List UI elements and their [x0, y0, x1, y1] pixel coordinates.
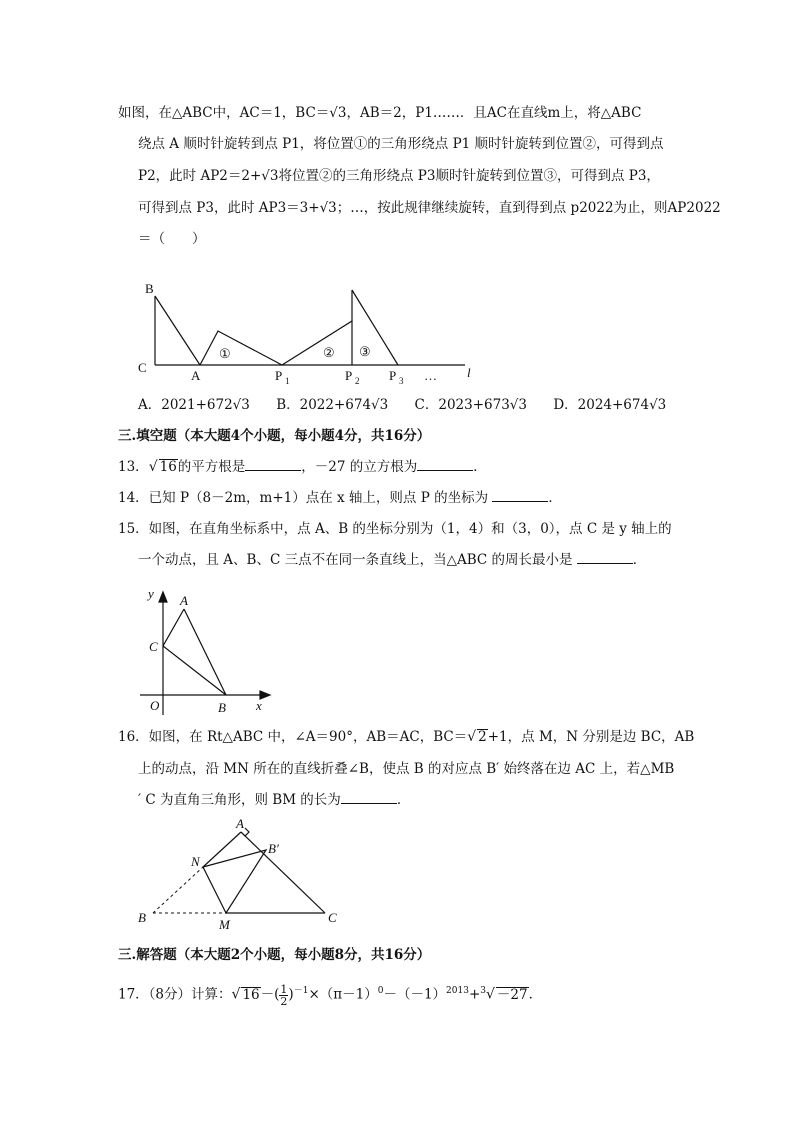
q17-radicand-2: －27	[496, 986, 528, 1003]
fig12-label-P3: P	[389, 368, 397, 383]
paren-close: )	[288, 986, 294, 1003]
q16-line2: 上的动点，沿 MN 所在的直线折叠∠B，使点 B 的对应点 B′ 始终落在边 AC 上，若△MB	[138, 761, 675, 777]
sqrt-sign: √	[148, 459, 158, 475]
q13-text-b: ，－27 的立方根为	[301, 459, 418, 475]
q17-plus: +	[468, 986, 481, 1003]
fig12-label-l: l	[467, 365, 471, 380]
fig12-label-A: A	[191, 368, 201, 383]
fig15-label-C: C	[149, 639, 158, 654]
fig12-circle-2: ②	[323, 345, 335, 360]
fig12-circle-3: ③	[359, 344, 371, 359]
q17-radicand-1: 16	[242, 986, 260, 1003]
fig15-label-y: y	[148, 586, 154, 601]
q17-end: ．	[528, 986, 543, 1003]
q17-line	[118, 978, 542, 1008]
q17-exp-2013: 2013	[446, 986, 469, 996]
q12-line3: P2，此时 AP2＝2+√3将位置②的三角形绕点 P3顺时针旋转到位置③，可得到点 P3，	[138, 168, 660, 184]
fig16-label-M: M	[219, 917, 230, 932]
sqrt-sign: √	[467, 729, 477, 745]
fig12-label-P1: P	[275, 368, 283, 383]
q16-text-c: ′ C 为直角三角形，则 BM 的长为	[138, 792, 341, 808]
q16-end: ．	[396, 792, 411, 808]
q12-line5: ＝（ ）	[138, 231, 206, 247]
fig15-label-B: B	[218, 700, 226, 715]
fig16-label-A: A	[236, 816, 244, 831]
fig16-label-C: C	[328, 910, 337, 925]
q16-text-a: 16．如图，在 Rt△ABC 中，∠A＝90°，AB＝AC，BC＝	[118, 729, 468, 745]
fig12-label-B: B	[145, 281, 154, 296]
option-d: D．2024+674√3	[553, 397, 667, 413]
fig16-label-N: N	[191, 854, 200, 869]
q17-times: ×（π－1）	[308, 986, 378, 1003]
q13-radicand: 16	[159, 459, 177, 475]
sqrt-sign: √	[231, 986, 241, 1003]
q15-end: ．	[632, 552, 647, 568]
q12-line1: 如图，在△ABC中，AC＝1，BC＝√3，AB＝2，P1……．且AC在直线m上，将△ABC	[118, 105, 642, 121]
section-solve-heading: 三.解答题（本大题2个小题，每小题8分，共16分）	[118, 947, 431, 963]
option-a: A．2021+672√3	[138, 397, 250, 413]
fraction-denominator: 2	[280, 994, 288, 1008]
fig12-sub-1: 1	[285, 376, 290, 386]
q17-exp-0: 0	[377, 986, 384, 996]
q17-mid: －（－1）	[383, 986, 447, 1003]
fig12-sub-3: 3	[399, 376, 404, 386]
fraction-numerator: 1	[280, 982, 288, 996]
fig12-circle-1: ①	[219, 346, 231, 361]
q13-end: ．	[473, 459, 487, 475]
q12-line2: 绕点 A 顺时针旋转到点 P1，将位置①的三角形绕点 P1 顺时针旋转到位置②，可得到点	[138, 136, 664, 152]
option-b: B．2022+674√3	[276, 397, 389, 413]
q15-text: 一个动点，且 A、B、C 三点不在同一条直线上，当△ABC 的周长最小是	[138, 552, 577, 568]
cbrt-sign: √	[486, 986, 495, 1003]
q13-text-a: 的平方根是	[177, 459, 246, 475]
q17-cube-index: 3	[480, 986, 486, 996]
q15-line1: 15．如图，在直角坐标系中，点 A、B 的坐标分别为（1，4）和（3，0），点 C 是 y 轴上的	[118, 521, 672, 537]
paren-open: (	[274, 986, 280, 1003]
fig12-sub-2: 2	[355, 376, 360, 386]
q14-end: ．	[548, 490, 562, 506]
fig12-label-C: C	[138, 360, 147, 375]
q14-text: 14．已知 P（8－2m，m+1）点在 x 轴上，则点 P 的坐标为	[118, 490, 493, 506]
fig16-label-Bprime: B′	[268, 841, 279, 856]
fig16-label-B: B	[138, 910, 146, 925]
q17-minus: －	[260, 986, 275, 1003]
q16-radicand: 2	[478, 729, 487, 745]
fig12-dots: …	[424, 368, 437, 383]
q12-line4: 可得到点 P3，此时 AP3＝3+√3；…，按此规律继续旋转，直到得到点 p2022为止，则AP2022	[138, 200, 721, 216]
fig12-label-P2: P	[345, 368, 353, 383]
fig15-label-x: x	[256, 698, 262, 713]
section-fill-blank-heading: 三.填空题（本大题4个小题，每小题4分，共16分）	[118, 428, 431, 444]
fig15-label-A: A	[180, 593, 188, 608]
q17-prefix: 17．（8分）计算：	[118, 986, 232, 1003]
option-c: C．2023+673√3	[414, 397, 528, 413]
q17-exp-neg1: －1	[293, 986, 309, 996]
q16-text-b: +1，点 M，N 分别是边 BC，AB	[487, 729, 695, 745]
q13-num: 13．	[118, 459, 149, 475]
fig15-label-O: O	[150, 698, 160, 713]
